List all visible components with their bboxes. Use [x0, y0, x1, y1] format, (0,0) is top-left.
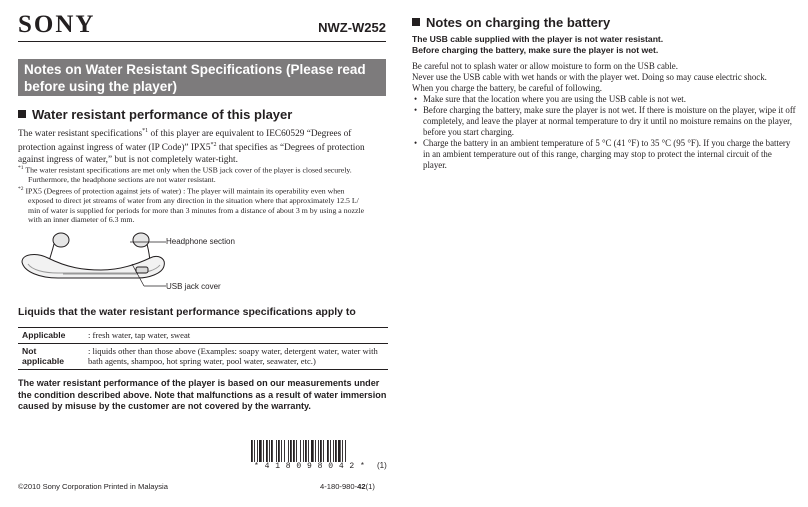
barcode-number: * 4 1 8 0 9 8 0 4 2 *: [254, 462, 366, 471]
headphone-section-label: Headphone section: [166, 237, 235, 246]
square-bullet-icon: [412, 18, 420, 26]
not-applicable-value: : liquids other than those above (Examples: soapy water, detergent water, water with bath agents, shampoo, hot spring water, pool water, seawater, etc.): [84, 343, 388, 369]
copyright-text: ©2010 Sony Corporation Printed in Malaysia: [18, 482, 168, 491]
charging-line-2: Never use the USB cable with wet hands or with the player wet. Doing so may cause electric shock.: [412, 72, 767, 82]
part-number-a: 4-180-980-: [320, 482, 358, 491]
sony-logo: SONY: [18, 11, 96, 38]
part-number-c: (1): [365, 482, 375, 491]
footnote-1-line-1: The water resistant specifications are met only when the USB jack cover of the player is closed securely.: [25, 165, 352, 175]
charging-warning-line-1: The USB cable supplied with the player is not water resistant.: [412, 34, 664, 44]
footnote-2-line-3: min of water is supplied for periods for more than 3 minutes from a distance of about 3 m by using a nozzle: [28, 205, 365, 215]
list-item: • Charge the battery in an ambient temperature of 5 °C (41 °F) to 35 °C (95 °F). If you charge the battery in an ambient temperature out of this range, charging may stop to protect the internal circuit of the player.: [423, 138, 796, 171]
model-number: NWZ-W252: [318, 20, 386, 35]
charging-bullet-list: [412, 94, 796, 171]
footnote-1: [18, 164, 390, 185]
footnote-2-line-4: with an inner diameter of 6.3 mm.: [28, 215, 135, 225]
table-row: [18, 343, 388, 369]
barcode-suffix: (1): [377, 461, 387, 470]
charging-heading: [412, 15, 792, 30]
footnote-2-mark: *2: [18, 186, 24, 192]
footnote-2: [18, 185, 390, 225]
water-intro-paragraph: [18, 126, 390, 166]
footnote-ref-2: *2: [210, 142, 217, 149]
intro-text-c: that specifies as “Degrees of protection against ingress of water,” but is not completely water-tight.: [18, 143, 365, 165]
part-number: [320, 482, 375, 491]
usb-jack-cover-label: USB jack cover: [166, 282, 221, 291]
charging-warning-line-2: Before charging the battery, make sure the player is not wet.: [412, 45, 659, 56]
liquids-table: [18, 327, 388, 370]
charging-body: [412, 61, 796, 171]
header-divider: [18, 41, 386, 42]
part-number-b: 42: [357, 482, 366, 491]
intro-text-b: of this player are equivalent to IEC60529 “Degrees of protection against ingress of water (IP Code)” IPX5: [18, 129, 352, 154]
warranty-disclaimer: The water resistant performance of the player is based on our measurements under the condition described above. Note that malfunctions as a result of water immersion caused by misuse by the customer are not covered by the warranty.: [18, 378, 387, 412]
applicable-label: Applicable: [18, 328, 84, 344]
not-applicable-label: Not applicable: [18, 343, 84, 369]
list-item: • Make sure that the location where you are using the USB cable is not wet.: [423, 94, 796, 105]
footnote-ref-1: *1: [142, 128, 149, 134]
table-row: [18, 328, 388, 344]
callout-lines: [128, 236, 168, 288]
liquids-heading: Liquids that the water resistant performance specifications apply to: [18, 306, 356, 318]
footnote-1-line-2: Furthermore, the headphone sections are not water resistant.: [28, 175, 216, 185]
charging-line-1: Be careful not to splash water or allow moisture to form on the USB cable.: [412, 61, 678, 71]
list-item: • Before charging the battery, make sure the player is not wet. If there is moisture on the player, wipe it off completely, and leave the player at normal temperature to dry it until no moisture remains on the player, before you start charging.: [423, 105, 796, 138]
water-resistant-heading-text: Water resistant performance of this player: [32, 107, 293, 122]
barcode-image: [251, 440, 377, 462]
intro-text-a: The water resistant specifications: [18, 129, 143, 140]
charging-warning: [412, 34, 796, 57]
section-banner: Notes on Water Resistant Specifications (Please read before using the player): [18, 59, 386, 96]
applicable-value: : fresh water, tap water, sweat: [84, 328, 388, 344]
footnote-1-mark: *1: [18, 165, 24, 171]
charging-heading-text: Notes on charging the battery: [426, 15, 611, 30]
water-resistant-heading: [18, 107, 388, 122]
footnote-2-line-2: exposed to direct jet streams of water from any direction in the situation where that approximately 12.5 L/: [28, 196, 359, 206]
charging-line-3: When you charge the battery, be careful of following.: [412, 83, 602, 93]
square-bullet-icon: [18, 110, 26, 118]
footnote-2-line-1: IPX5 (Degrees of protection against jets of water) : The player will maintain its operability even when: [25, 186, 345, 196]
